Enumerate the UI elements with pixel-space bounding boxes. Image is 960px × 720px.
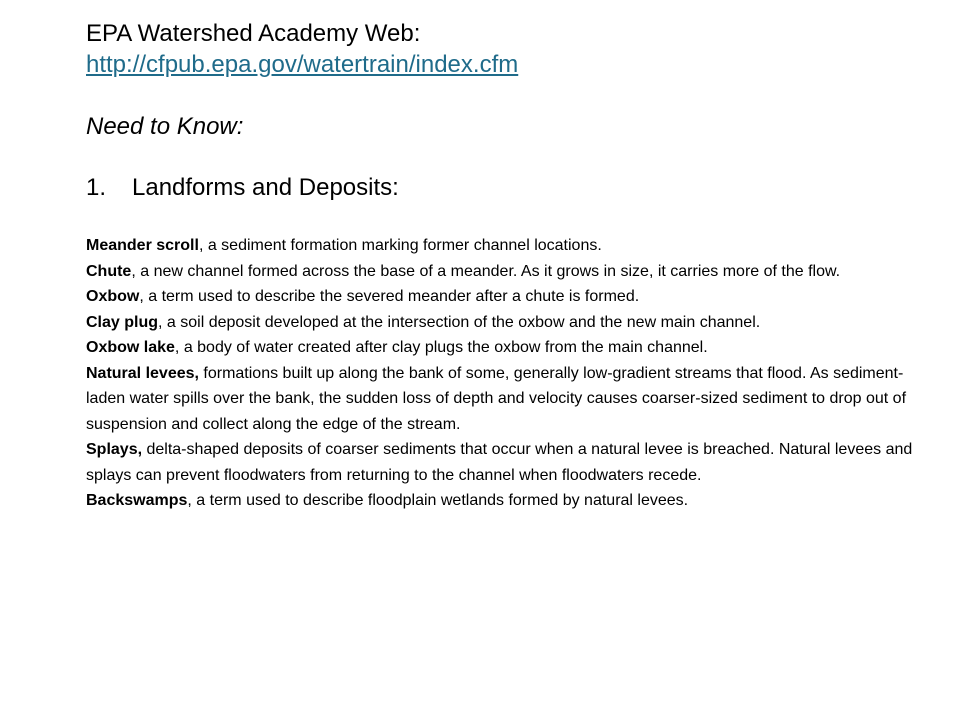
section-heading: Need to Know: [86, 113, 244, 140]
page-title: EPA Watershed Academy Web: [86, 20, 421, 47]
definition-text: formations built up along the bank of some, generally low-gradient streams that flood. As sediment-laden water spills over the bank, the sudden loss of depth and velocity causes coarser-sized sediment to drop out of suspension and collect along the edge of the stream. [86, 364, 907, 433]
definition-term: Splays, [86, 441, 143, 458]
definition-text: , a soil deposit developed at the intersection of the oxbow and the new main channel. [158, 313, 761, 331]
definition-text: delta-shaped deposits of coarser sediments that occur when a natural levee is breached. Natural levees and splays can prevent floodwaters from returning to the channel when floodwaters recede. [86, 441, 913, 484]
definition-splays [86, 437, 926, 488]
definition-text: , a new channel formed across the base of a meander. As it grows in size, it carries more of the flow. [131, 262, 841, 280]
definition-text: , a body of water created after clay plugs the oxbow from the main channel. [174, 339, 708, 356]
definition-term: Clay plug [86, 313, 159, 331]
definition-text: , a term used to describe floodplain wetlands formed by natural levees. [187, 492, 689, 509]
definition-term: Backswamps [86, 492, 188, 509]
definition-chute [86, 259, 926, 285]
definition-meander-scroll [86, 233, 926, 259]
definition-backswamps [86, 488, 926, 514]
definition-text: , a term used to describe the severed meander after a chute is formed. [139, 288, 640, 305]
definition-oxbow [86, 284, 926, 310]
definition-clay-plug [86, 310, 926, 336]
list-item-number: 1. [86, 174, 107, 201]
watertrain-link[interactable]: http://cfpub.epa.gov/watertrain/index.cfm [86, 51, 519, 78]
definition-term: Oxbow lake [86, 339, 175, 356]
list-item-heading [86, 172, 926, 203]
definition-natural-levees [86, 361, 926, 438]
definition-term: Meander scroll [86, 237, 199, 254]
slide-content [86, 18, 926, 514]
definition-term: Oxbow [86, 288, 140, 305]
definition-text: , a sediment formation marking former channel locations. [198, 237, 602, 254]
definitions-list [86, 233, 926, 514]
definition-term: Chute [86, 262, 132, 280]
definition-oxbow-lake [86, 335, 926, 361]
list-item-title: Landforms and Deposits: [132, 174, 399, 201]
definition-term: Natural levees, [86, 364, 199, 382]
